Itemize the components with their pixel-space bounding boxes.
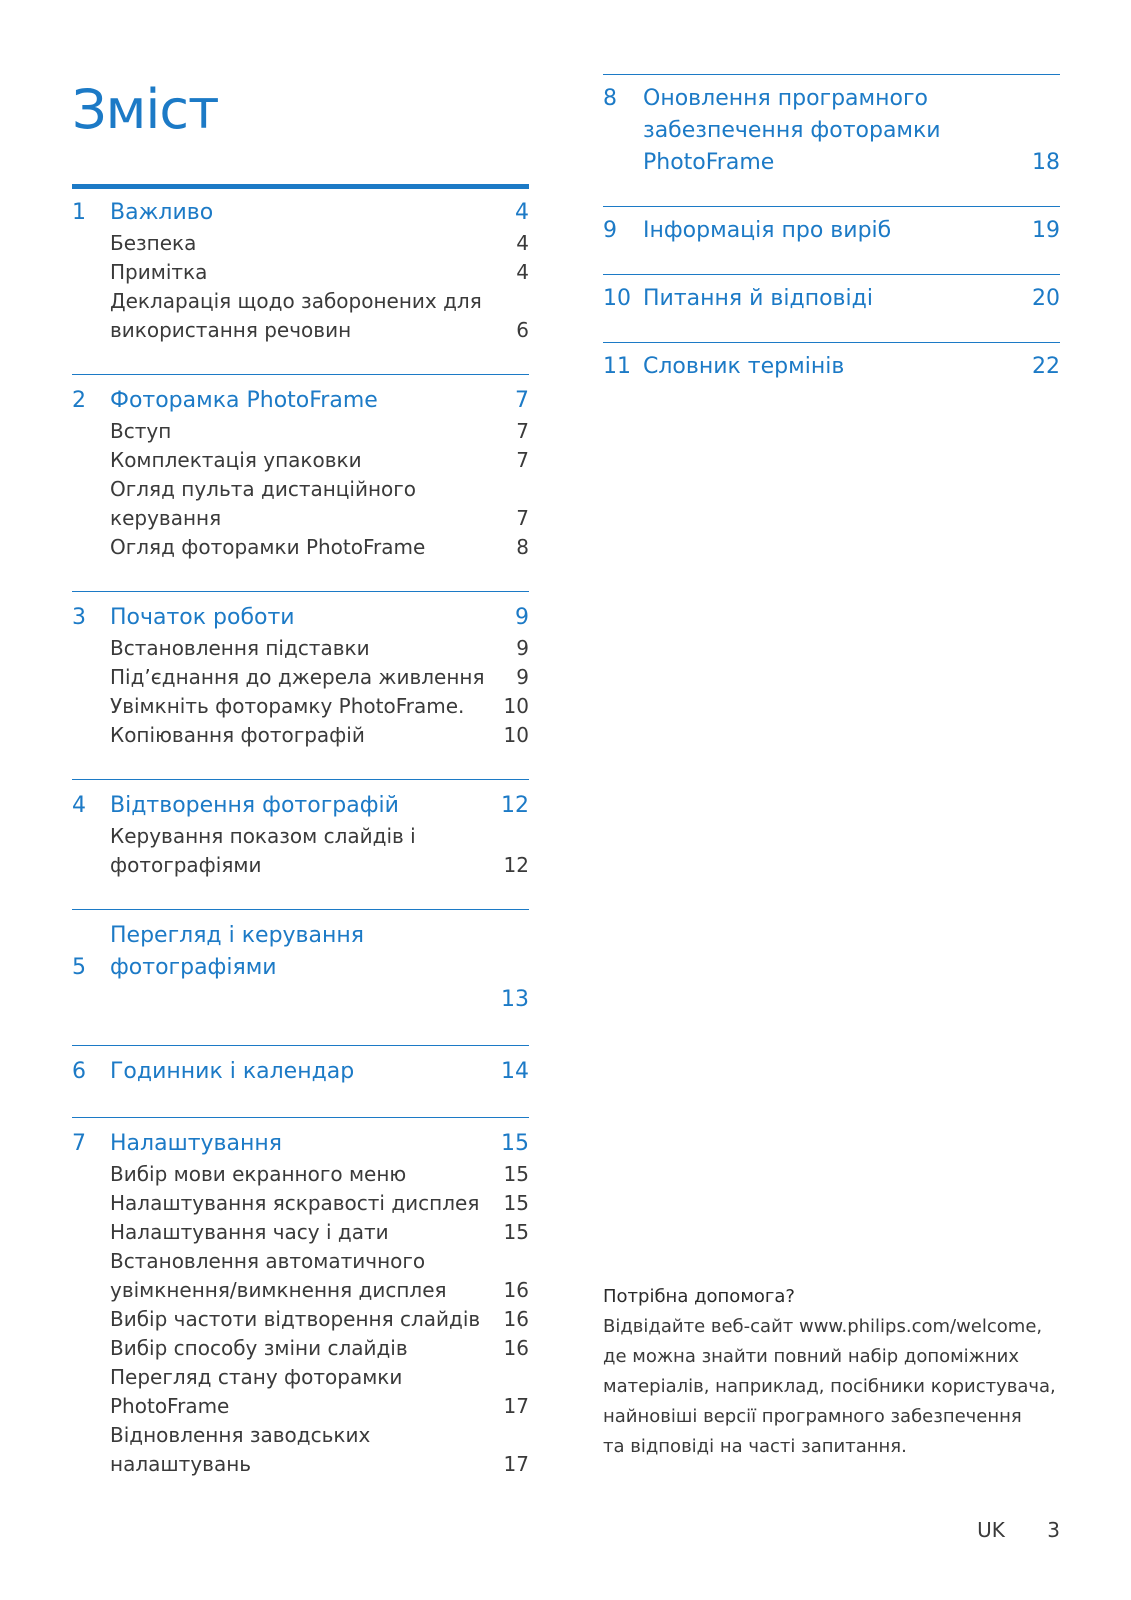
entry-page: 16 xyxy=(503,1307,529,1331)
chapter-number: 6 xyxy=(72,1059,86,1084)
toc-chapter-heading[interactable] xyxy=(603,115,1060,147)
toc-section xyxy=(72,1045,529,1117)
toc-entry[interactable] xyxy=(72,634,529,663)
chapter-title: Відтворення фотографій xyxy=(110,793,399,818)
entry-title: Під’єднання до джерела живлення xyxy=(110,665,485,689)
entry-page: 15 xyxy=(503,1220,529,1244)
help-line: Відвідайте веб-сайт www.philips.com/welcome, xyxy=(603,1316,1043,1337)
entry-title: керування xyxy=(110,506,222,530)
toc-entry[interactable] xyxy=(72,1218,529,1247)
toc-entry[interactable] xyxy=(72,475,529,504)
toc-entry[interactable] xyxy=(72,1334,529,1363)
toc-entry[interactable] xyxy=(72,692,529,721)
entry-title: Примітка xyxy=(110,260,208,284)
entry-title: Копіювання фотографій xyxy=(110,723,365,747)
toc-chapter-page-row xyxy=(72,984,529,1016)
chapter-number: 10 xyxy=(603,286,631,311)
entry-page: 16 xyxy=(503,1278,529,1302)
entry-title: Вибір способу зміни слайдів xyxy=(110,1336,408,1360)
chapter-page: 15 xyxy=(501,1131,529,1156)
help-box xyxy=(603,1282,1073,1462)
entry-title: Вступ xyxy=(110,419,172,443)
chapter-title: Питання й відповіді xyxy=(643,286,873,311)
toc-section xyxy=(72,374,529,591)
page-number: 3 xyxy=(1047,1518,1060,1542)
toc-right-column xyxy=(603,74,1060,410)
chapter-number: 2 xyxy=(72,388,86,413)
help-line: та відповіді на часті запитання. xyxy=(603,1436,907,1457)
toc-chapter-heading[interactable] xyxy=(72,1056,529,1088)
entry-page: 6 xyxy=(516,318,529,342)
toc-section xyxy=(603,206,1060,274)
chapter-title: Годинник і календар xyxy=(110,1059,355,1084)
entry-title: Вибір мови екранного меню xyxy=(110,1162,407,1186)
page-footer xyxy=(977,1518,1060,1542)
entry-page: 8 xyxy=(516,535,529,559)
chapter-number: 5 xyxy=(72,955,86,980)
chapter-page: 7 xyxy=(515,388,529,413)
toc-chapter-heading[interactable] xyxy=(603,215,1060,247)
chapter-title: Важливо xyxy=(110,200,214,225)
toc-chapter-heading[interactable] xyxy=(72,197,529,229)
toc-entry[interactable] xyxy=(72,1421,529,1450)
toc-section xyxy=(603,74,1060,206)
toc-entry[interactable] xyxy=(72,229,529,258)
toc-section xyxy=(603,274,1060,342)
toc-entry[interactable] xyxy=(72,1247,529,1276)
toc-entry[interactable] xyxy=(72,851,529,880)
entry-title: Перегляд стану фоторамки xyxy=(110,1365,403,1389)
toc-entry[interactable] xyxy=(72,663,529,692)
chapter-page: 19 xyxy=(1032,218,1060,243)
language-code: UK xyxy=(977,1518,1005,1542)
entry-title: Встановлення підставки xyxy=(110,636,370,660)
chapter-title: Початок роботи xyxy=(110,605,295,630)
toc-entry[interactable] xyxy=(72,504,529,533)
entry-title: Керування показом слайдів і xyxy=(110,824,416,848)
chapter-title: PhotoFrame xyxy=(643,150,775,175)
toc-entry[interactable] xyxy=(72,1305,529,1334)
entry-page: 17 xyxy=(503,1394,529,1418)
toc-section xyxy=(72,779,529,909)
entry-page: 7 xyxy=(516,419,529,443)
chapter-number: 9 xyxy=(603,218,617,243)
entry-title: Встановлення автоматичного xyxy=(110,1249,426,1273)
chapter-title: Налаштування xyxy=(110,1131,282,1156)
entry-page: 9 xyxy=(516,665,529,689)
chapter-number: 11 xyxy=(603,354,631,379)
chapter-title: Перегляд і керування фотографіями xyxy=(110,923,364,980)
entry-page: 12 xyxy=(503,853,529,877)
toc-entry[interactable] xyxy=(72,721,529,750)
chapter-number: 3 xyxy=(72,605,86,630)
toc-left-column xyxy=(72,184,529,1508)
chapter-title: Словник термінів xyxy=(643,354,845,379)
chapter-title: Оновлення програмного xyxy=(643,86,928,111)
chapter-title: Фоторамка PhotoFrame xyxy=(110,388,378,413)
entry-title: Відновлення заводських xyxy=(110,1423,371,1447)
entry-page: 7 xyxy=(516,448,529,472)
entry-title: PhotoFrame xyxy=(110,1394,230,1418)
help-line: де можна знайти повний набір допоміжних xyxy=(603,1346,1020,1367)
chapter-page: 13 xyxy=(501,987,529,1012)
chapter-page: 4 xyxy=(515,200,529,225)
toc-entry[interactable] xyxy=(72,287,529,316)
toc-chapter-heading[interactable] xyxy=(603,283,1060,315)
help-line: найновіші версії програмного забезпечення xyxy=(603,1406,1022,1427)
help-title: Потрібна допомога? xyxy=(603,1286,795,1307)
toc-entry[interactable] xyxy=(72,822,529,851)
entry-page: 15 xyxy=(503,1162,529,1186)
toc-entry[interactable] xyxy=(72,1363,529,1392)
entry-title: Огляд пульта дистанційного xyxy=(110,477,417,501)
chapter-page: 12 xyxy=(501,793,529,818)
entry-page: 10 xyxy=(503,723,529,747)
entry-title: Налаштування часу і дати xyxy=(110,1220,389,1244)
entry-page: 17 xyxy=(503,1452,529,1476)
chapter-page: 20 xyxy=(1032,286,1060,311)
entry-page: 10 xyxy=(503,694,529,718)
chapter-page: 18 xyxy=(1032,150,1060,175)
toc-chapter-heading[interactable] xyxy=(72,602,529,634)
help-line: матеріалів, наприклад, посібники користувача, xyxy=(603,1376,1056,1397)
toc-chapter-heading[interactable] xyxy=(603,351,1060,383)
chapter-number: 8 xyxy=(603,86,617,111)
toc-entry[interactable] xyxy=(72,1189,529,1218)
entry-page: 7 xyxy=(516,506,529,530)
entry-page: 9 xyxy=(516,636,529,660)
toc-chapter-heading[interactable] xyxy=(72,790,529,822)
toc-chapter-heading[interactable] xyxy=(72,920,529,984)
toc-chapter-heading[interactable] xyxy=(72,1128,529,1160)
chapter-page: 22 xyxy=(1032,354,1060,379)
chapter-number: 4 xyxy=(72,793,86,818)
entry-title: фотографіями xyxy=(110,853,262,877)
chapter-title: забезпечення фоторамки xyxy=(643,118,941,143)
entry-title: налаштувань xyxy=(110,1452,252,1476)
chapter-number: 7 xyxy=(72,1131,86,1156)
toc-entry[interactable] xyxy=(72,258,529,287)
toc-entry[interactable] xyxy=(72,1160,529,1189)
toc-entry[interactable] xyxy=(72,417,529,446)
chapter-number: 1 xyxy=(72,200,86,225)
toc-section xyxy=(72,591,529,779)
toc-entry[interactable] xyxy=(72,1450,529,1479)
entry-page: 16 xyxy=(503,1336,529,1360)
toc-chapter-heading[interactable] xyxy=(603,83,1060,115)
entry-title: Огляд фоторамки PhotoFrame xyxy=(110,535,426,559)
entry-title: Комплектація упаковки xyxy=(110,448,362,472)
page-title: Зміст xyxy=(72,78,219,141)
chapter-page: 9 xyxy=(515,605,529,630)
toc-entry[interactable] xyxy=(72,316,529,345)
toc-chapter-heading[interactable] xyxy=(72,385,529,417)
entry-page: 4 xyxy=(516,231,529,255)
entry-title: використання речовин xyxy=(110,318,352,342)
entry-title: Безпека xyxy=(110,231,197,255)
toc-entry[interactable] xyxy=(72,1276,529,1305)
entry-title: Декларація щодо заборонених для xyxy=(110,289,482,313)
chapter-page: 14 xyxy=(501,1059,529,1084)
toc-section xyxy=(72,184,529,374)
toc-section xyxy=(72,1117,529,1508)
entry-title: Увімкніть фоторамку PhotoFrame. xyxy=(110,694,465,718)
toc-entry[interactable] xyxy=(72,533,529,562)
entry-title: Вибір частоти відтворення слайдів xyxy=(110,1307,481,1331)
chapter-title: Інформація про виріб xyxy=(643,218,892,243)
toc-entry[interactable] xyxy=(72,446,529,475)
toc-section xyxy=(603,342,1060,410)
toc-section xyxy=(72,909,529,1045)
entry-page: 15 xyxy=(503,1191,529,1215)
entry-page: 4 xyxy=(516,260,529,284)
entry-title: увімкнення/вимкнення дисплея xyxy=(110,1278,447,1302)
entry-title: Налаштування яскравості дисплея xyxy=(110,1191,480,1215)
toc-chapter-heading[interactable] xyxy=(603,147,1060,179)
toc-entry[interactable] xyxy=(72,1392,529,1421)
